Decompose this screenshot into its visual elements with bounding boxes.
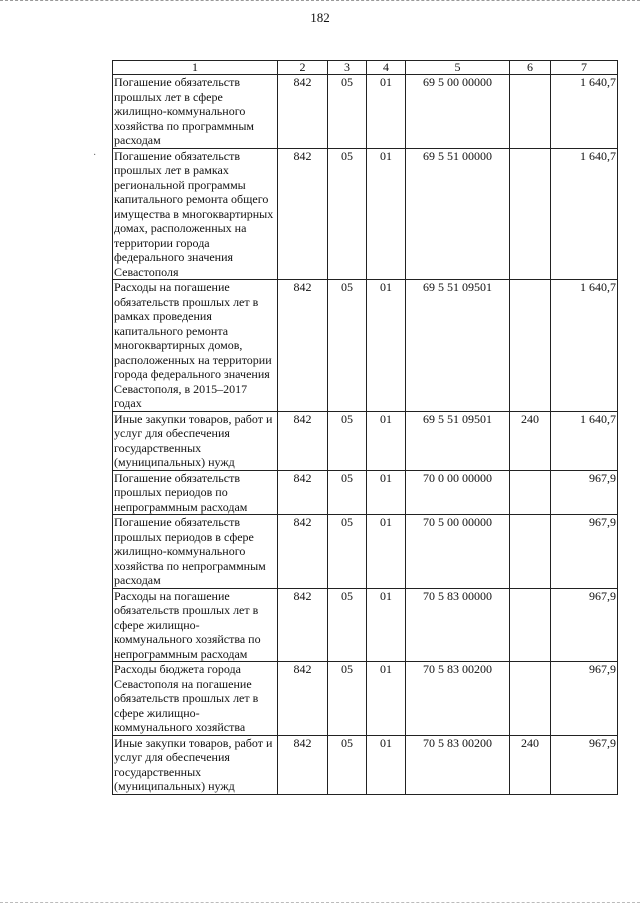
- expense-type-cell: [510, 588, 551, 662]
- page-number: 182: [310, 10, 330, 25]
- target-article-cell: 69 5 51 00000: [406, 148, 510, 280]
- target-article-cell: 70 0 00 00000: [406, 470, 510, 515]
- expense-type-cell: 240: [510, 411, 551, 470]
- expense-type-cell: [510, 470, 551, 515]
- department-code-cell: 842: [278, 735, 328, 794]
- subsection-code-cell: 01: [367, 75, 406, 149]
- expense-name-cell: Погашение обязательств прошлых периодов в сфере жилищно-коммунального хозяйства по непрограммным расходам: [113, 515, 278, 589]
- section-code-cell: 05: [328, 588, 367, 662]
- section-code-cell: 05: [328, 411, 367, 470]
- header-row: [113, 61, 618, 75]
- expense-name-cell: Погашение обязательств прошлых лет в рамках региональной программы капитального ремонта общего имущества в многоквартирных домах, расположенных на территории города федерального значения Севастополя: [113, 148, 278, 280]
- expense-name-cell: Иные закупки товаров, работ и услуг для обеспечения государственных (муниципальных) нужд: [113, 735, 278, 794]
- department-code-cell: 842: [278, 515, 328, 589]
- column-header: 4: [367, 61, 406, 75]
- subsection-code-cell: 01: [367, 148, 406, 280]
- expense-name-cell: Расходы бюджета города Севастополя на погашение обязательств прошлых лет в сфере жилищно-коммунального хозяйства: [113, 662, 278, 736]
- section-code-cell: 05: [328, 515, 367, 589]
- amount-cell: 967,9: [551, 662, 618, 736]
- department-code-cell: 842: [278, 662, 328, 736]
- amount-cell: 1 640,7: [551, 75, 618, 149]
- expense-name-cell: Погашение обязательств прошлых лет в сфере жилищно-коммунального хозяйства по программным расходам: [113, 75, 278, 149]
- amount-cell: 967,9: [551, 515, 618, 589]
- subsection-code-cell: 01: [367, 470, 406, 515]
- target-article-cell: 69 5 51 09501: [406, 280, 510, 412]
- table-row: [113, 280, 618, 412]
- expense-name-cell: Расходы на погашение обязательств прошлых лет в рамках проведения капитального ремонта многоквартирных домов, расположенных на территории города федерального значения Севастополя, в 2015–2017 годах: [113, 280, 278, 412]
- amount-cell: 967,9: [551, 735, 618, 794]
- amount-cell: 1 640,7: [551, 411, 618, 470]
- amount-cell: 967,9: [551, 588, 618, 662]
- section-code-cell: 05: [328, 662, 367, 736]
- department-code-cell: 842: [278, 75, 328, 149]
- table-row: [113, 662, 618, 736]
- subsection-code-cell: 01: [367, 735, 406, 794]
- amount-cell: 1 640,7: [551, 148, 618, 280]
- department-code-cell: 842: [278, 148, 328, 280]
- expense-type-cell: [510, 662, 551, 736]
- column-header: 6: [510, 61, 551, 75]
- expense-name-cell: Иные закупки товаров, работ и услуг для обеспечения государственных (муниципальных) нужд: [113, 411, 278, 470]
- subsection-code-cell: 01: [367, 588, 406, 662]
- table-row: [113, 470, 618, 515]
- table-row: [113, 148, 618, 280]
- department-code-cell: 842: [278, 280, 328, 412]
- table-row: [113, 75, 618, 149]
- expense-type-cell: 240: [510, 735, 551, 794]
- expense-name-cell: Погашение обязательств прошлых периодов по непрограммным расходам: [113, 470, 278, 515]
- margin-mark: ·: [93, 150, 97, 161]
- budget-table: [112, 60, 618, 795]
- subsection-code-cell: 01: [367, 411, 406, 470]
- target-article-cell: 69 5 00 00000: [406, 75, 510, 149]
- table-row: [113, 515, 618, 589]
- table-row: [113, 411, 618, 470]
- department-code-cell: 842: [278, 588, 328, 662]
- page-top-edge: [0, 0, 640, 3]
- target-article-cell: 69 5 51 09501: [406, 411, 510, 470]
- target-article-cell: 70 5 83 00200: [406, 662, 510, 736]
- section-code-cell: 05: [328, 280, 367, 412]
- expense-type-cell: [510, 75, 551, 149]
- subsection-code-cell: 01: [367, 515, 406, 589]
- column-header: 2: [278, 61, 328, 75]
- section-code-cell: 05: [328, 470, 367, 515]
- expense-type-cell: [510, 280, 551, 412]
- column-header: 1: [113, 61, 278, 75]
- subsection-code-cell: 01: [367, 280, 406, 412]
- target-article-cell: 70 5 83 00000: [406, 588, 510, 662]
- section-code-cell: 05: [328, 148, 367, 280]
- expense-type-cell: [510, 148, 551, 280]
- amount-cell: 967,9: [551, 470, 618, 515]
- expense-type-cell: [510, 515, 551, 589]
- table-row: [113, 735, 618, 794]
- column-header: 5: [406, 61, 510, 75]
- expense-name-cell: Расходы на погашение обязательств прошлых лет в сфере жилищно-коммунального хозяйства по непрограммным расходам: [113, 588, 278, 662]
- department-code-cell: 842: [278, 411, 328, 470]
- column-header: 7: [551, 61, 618, 75]
- subsection-code-cell: 01: [367, 662, 406, 736]
- page-bottom-edge: [0, 902, 640, 904]
- target-article-cell: 70 5 00 00000: [406, 515, 510, 589]
- table-row: [113, 588, 618, 662]
- section-code-cell: 05: [328, 75, 367, 149]
- department-code-cell: 842: [278, 470, 328, 515]
- column-header: 3: [328, 61, 367, 75]
- amount-cell: 1 640,7: [551, 280, 618, 412]
- section-code-cell: 05: [328, 735, 367, 794]
- target-article-cell: 70 5 83 00200: [406, 735, 510, 794]
